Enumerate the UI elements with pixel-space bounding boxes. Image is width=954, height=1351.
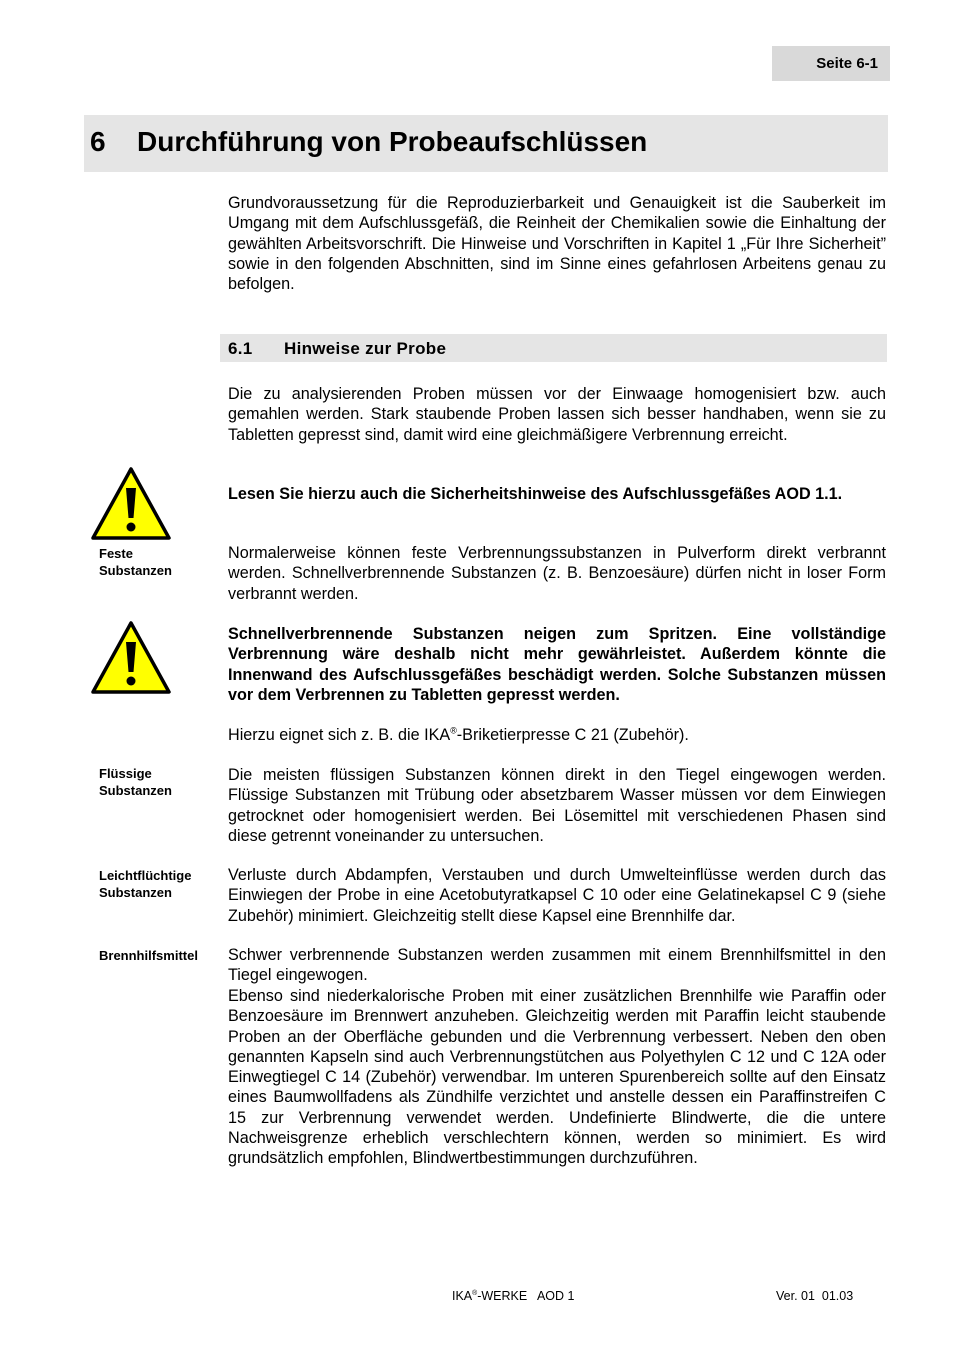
section-number: 6.1 [228, 339, 253, 358]
footer-brand [452, 1289, 574, 1303]
chapter-title: Durchführung von Probeaufschlüssen [137, 126, 648, 157]
sidenote-line: Leichtflüchtige [99, 868, 192, 883]
paragraph-homogenize: Die zu analysierenden Proben müssen vor der Einwaage homogenisiert bzw. auch gemahlen werden. Stark staubende Proben lassen sich besser handhaben, wenn sie zu Tabletten gepresst sind, damit wird eine gleichmäßigere Verbrennung erreicht. [228, 385, 886, 444]
paragraph-briquette-press [228, 725, 886, 745]
paragraph-combustion-aid: Schwer verbrennende Substanzen werden zusammen mit einem Brennhilfsmittel in den Tiegel eingewogen. [228, 946, 886, 985]
paragraph-safety-note: Lesen Sie hierzu auch die Sicherheitshinweise des Aufschlussgefäßes AOD 1.1. [228, 485, 843, 503]
sidenote-line: Substanzen [99, 783, 172, 798]
paragraph-liquid-substances: Die meisten flüssigen Substanzen können direkt in den Tiegel eingewogen werden. Flüssige Substanzen mit Trübung oder absetzbarem Wasser müssen vor dem Einwiegen getrocknet oder homogenisiert werden. Bei Lösemittel mit verschiedenen Phasen sind diese getrennt voneinander zu untersuchen. [228, 766, 886, 845]
sidenote-brennhilfsmittel [99, 947, 198, 964]
sidenote-line: Feste [99, 546, 133, 561]
footer-version: Ver. 01 01.03 [776, 1289, 854, 1303]
sidenote-leichtfluechtige-substanzen [99, 867, 191, 901]
warning-triangle-icon [90, 466, 172, 542]
chapter-number: 6 [90, 126, 106, 157]
page-number-badge: Seite 6-1 [772, 46, 890, 81]
paragraph-fast-burning-warning: Schnellverbrennende Substanzen neigen zum Spritzen. Eine vollständige Verbrennung wäre deshalb nicht mehr gewährleistet. Außerdem könnte die Innenwand des Aufschlussgefäßes beschädigt werden. Solche Substanzen müssen vor dem Verbrennen zu Tabletten gepresst werden. [228, 625, 886, 704]
sidenote-feste-substanzen [99, 545, 172, 579]
sidenote-line: Brennhilfsmittel [99, 948, 198, 963]
sidenote-line: Flüssige [99, 766, 152, 781]
text-segment: -WERKE AOD 1 [477, 1289, 575, 1303]
paragraph-solid-substances: Normalerweise können feste Verbrennungssubstanzen in Pulverform direkt verbrannt werden. Schnellverbrennende Substanzen (z. B. Benzoesäure) dürfen nicht in loser Form verbrannt werden. [228, 544, 886, 603]
paragraph-volatile-substances: Verluste durch Abdampfen, Verstauben und durch Umwelteinflüsse werden durch das Einwiegen der Probe in eine Acetobutyratkapsel C 10 oder eine Gelatinekapsel C 9 (siehe Zubehör) minimiert. Gleichzeitig stellt diese Kapsel eine Brennhilfe dar. [228, 866, 886, 925]
text-segment: Hierzu eignet sich z. B. die IKA [228, 726, 451, 744]
registered-mark: ® [472, 1289, 478, 1297]
registered-mark: ® [450, 725, 457, 736]
intro-paragraph: Grundvoraussetzung für die Reproduzierbarkeit und Genauigkeit ist die Sauberkeit im Umgang mit dem Aufschlussgefäß, die Reinheit der Chemikalien sowie die Einhaltung der gewählten Arbeitsvorschrift. Die Hinweise und Vorschriften in Kapitel 1 „Für Ihre Sicherheit” sowie in den folgenden Abschnitten, sind im Sinne eines gefahrlosen Arbeitens genau zu befolgen. [228, 194, 886, 294]
warning-triangle-icon [90, 620, 172, 696]
text-segment: IKA [452, 1289, 473, 1303]
sidenote-line: Substanzen [99, 563, 172, 578]
section-title: Hinweise zur Probe [284, 339, 447, 358]
paragraph-low-calorific-samples: Ebenso sind niederkalorische Proben mit einer zusätzlichen Brennhilfe wie Paraffin oder Benzoesäure im Brennwert anzuheben. Gleichzeitig werden mit Paraffin leicht staubende Proben an der Oberfläche gebunden und die Verbrennung verbessert. Neben den oben genannten Kapseln sind auch Verbrennungstütchen aus Polyethylen C 12 und C 12A oder Einwegtiegel C 14 (Zubehör) verwendbar. Im unteren Spurenbereich sollte auf den Einsatz eines Baumwollfadens als Zündhilfe verzichtet und anstelle dessen ein Paraffinstreifen C 15 zur Verbrennung verwendet werden. Undefinierte Blindwerte, die die untere Nachweisgrenze erheblich verschlechtern können, werden so minimiert. Es wird grundsätzlich empfohlen, Blindwertbestimmungen durchzuführen. [228, 987, 886, 1168]
sidenote-fluessige-substanzen [99, 765, 172, 799]
sidenote-line: Substanzen [99, 885, 172, 900]
text-segment: -Briketierpresse C 21 (Zubehör). [456, 726, 689, 744]
